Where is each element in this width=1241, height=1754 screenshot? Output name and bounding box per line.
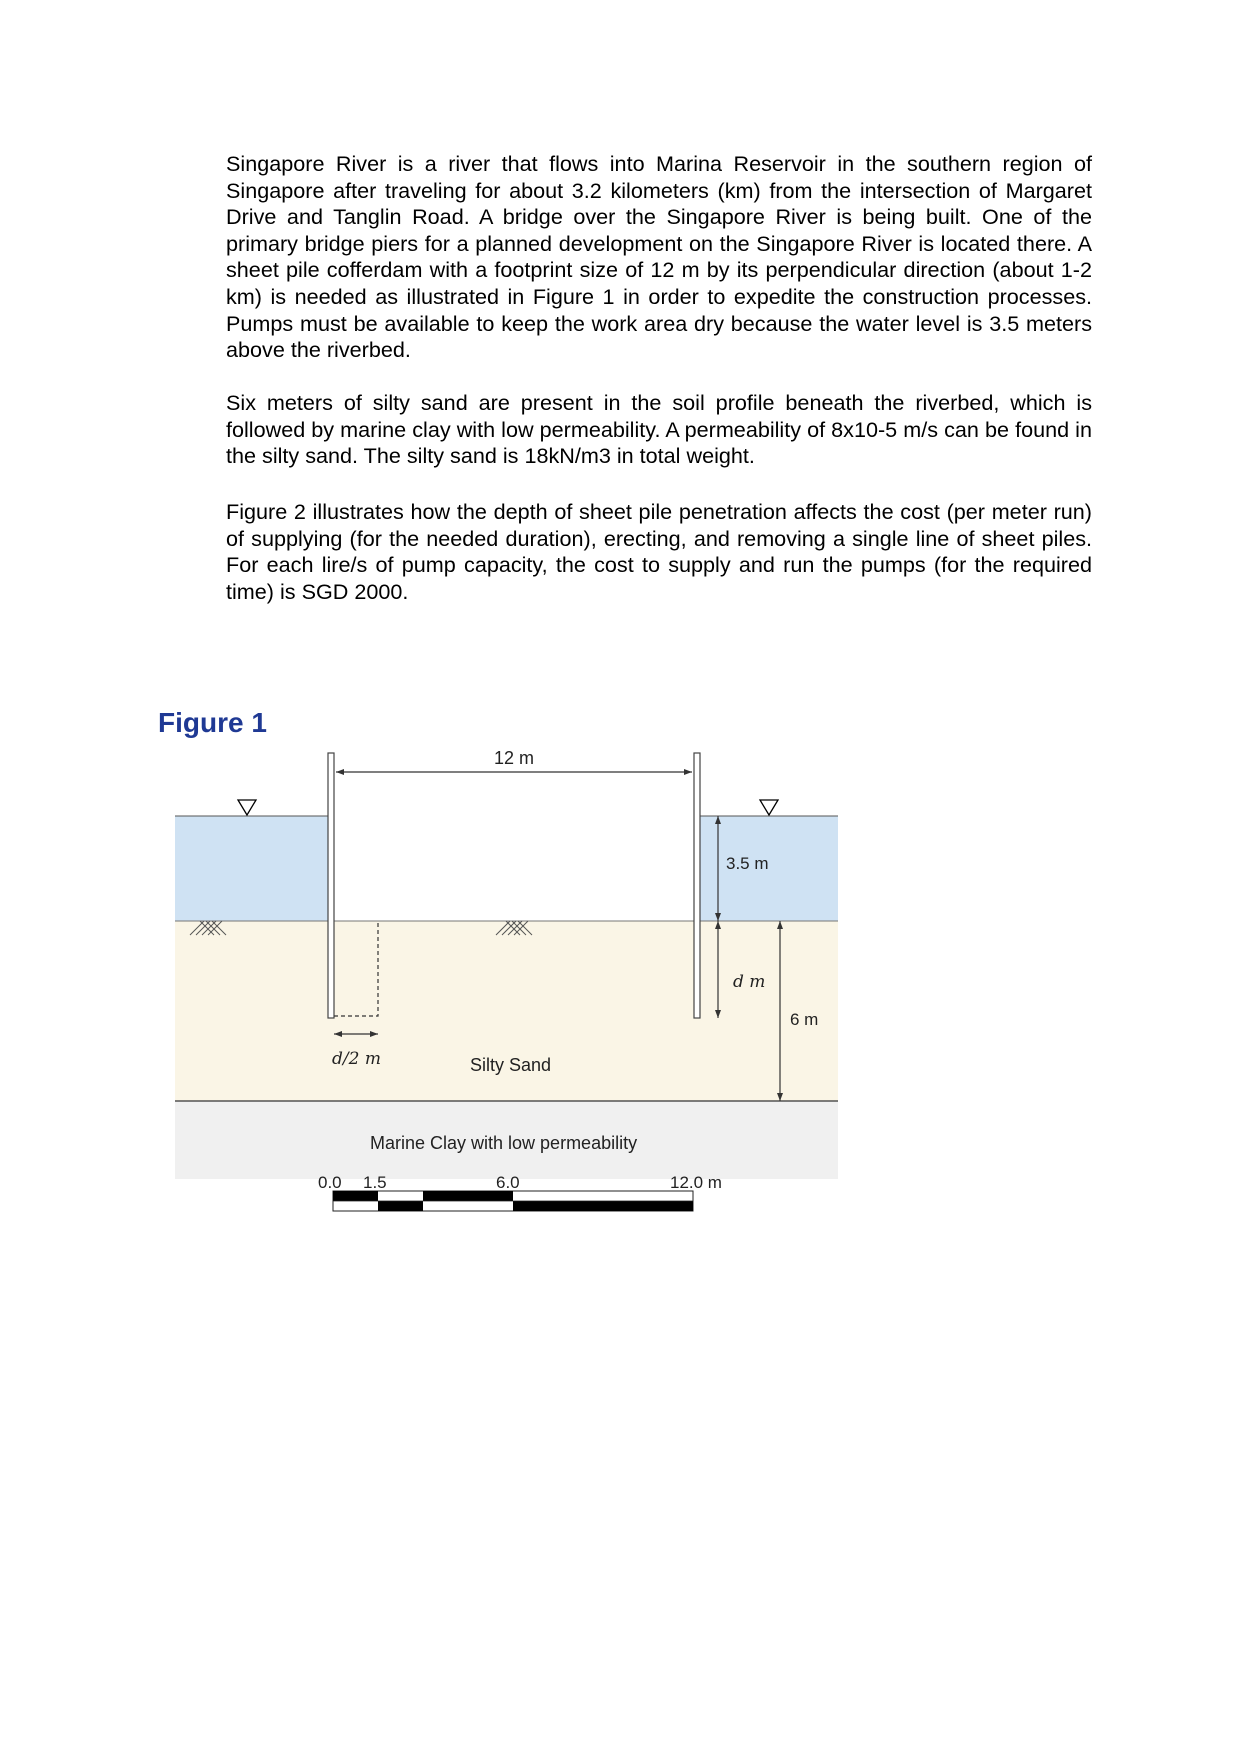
- scale-tick-3: 12.0 m: [670, 1173, 722, 1192]
- scale-tick-1: 1.5: [363, 1173, 387, 1192]
- water-left: [175, 816, 328, 921]
- scale-tick-2: 6.0: [496, 1173, 520, 1192]
- paragraph-3: Figure 2 illustrates how the depth of sheet pile penetration affects the cost (per meter run) of supplying (for the needed duration), erecting, and removing a single line of sheet piles. For each lire/s of pump capacity, the cost to supply and run the pumps (for the required time) is SGD 2000.: [226, 499, 1092, 604]
- scale-bar: [333, 1191, 693, 1211]
- water-level-icon-left: [238, 800, 256, 815]
- sand-thickness-label: 6 m: [790, 1010, 819, 1029]
- width-label: 12 m: [493, 748, 535, 768]
- marine-clay-label: Marine Clay with low permeability: [370, 1133, 638, 1153]
- silty-sand-label: Silty Sand: [470, 1055, 552, 1075]
- water-level-icon-right: [760, 800, 778, 815]
- penetration-label: d m: [733, 972, 766, 992]
- water-depth-label: 3.5 m: [726, 854, 769, 873]
- paragraph-1: Singapore River is a river that flows into Marina Reservoir in the southern region of Singapore after traveling for about 3.2 kilometers (km) from the intersection of Margaret Drive and Tanglin Road. A bridge over the Singapore River is being built. One of the primary bridge piers for a planned development on the Singapore River is located there. A sheet pile cofferdam with a footprint size of 12 m by its perpendicular direction (about 1-2 km) is needed as illustrated in Figure 1 in order to expedite the construction processes. Pumps must be available to keep the work area dry because the water level is 3.5 meters above the riverbed.: [226, 151, 1092, 363]
- half-pen-label: d/2 m: [332, 1049, 381, 1069]
- paragraph-2: Six meters of silty sand are present in the soil profile beneath the riverbed, which is followed by marine clay with low permeability. A permeability of 8x10-5 m/s can be found in the silty sand. The silty sand is 18kN/m3 in total weight.: [226, 390, 1092, 469]
- sheet-pile-left: [328, 753, 334, 1018]
- sheet-pile-right: [694, 753, 700, 1018]
- scale-tick-0: 0.0: [318, 1173, 342, 1192]
- figure-heading: Figure 1: [158, 707, 267, 738]
- water-right: [700, 816, 838, 921]
